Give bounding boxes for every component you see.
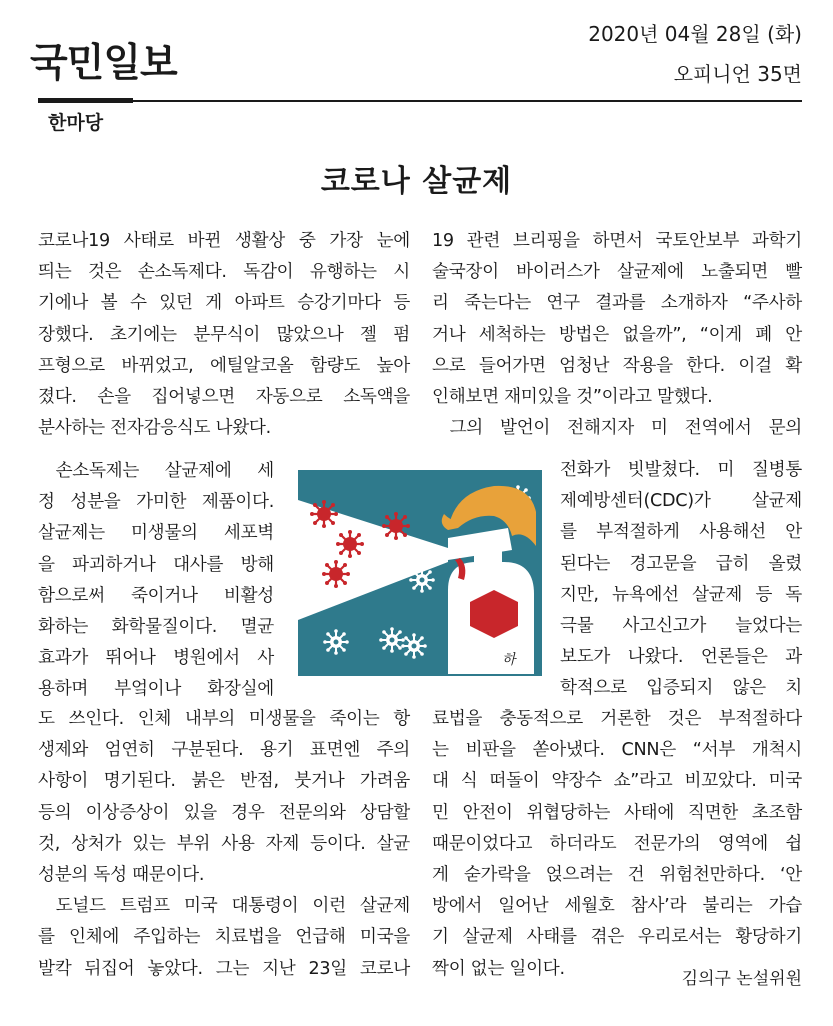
text-line: 으로 들어가면 엄청난 작용을 한다. 이걸 확 [432, 355, 802, 376]
text-line: 료법을 충동적으로 거론한 것은 부적절하다 [432, 709, 802, 729]
text-line: 코로나19 사태로 바뀐 생활상 중 가장 눈에 [38, 231, 410, 251]
text-line: 함으로써 죽이거나 비활성 [38, 585, 274, 606]
publication-date: 2020년 04월 28일 (화) [588, 22, 802, 46]
text-line: 등의 이상증상이 있을 경우 전문의와 상담할 [38, 802, 410, 823]
text-line: 게 숟가락을 얹으려는 건 위험천만하다. ‘안 [432, 865, 802, 886]
text-line: 화하는 화학물질이다. 멸균 [38, 617, 274, 638]
text-line: 극물 사고신고가 늘었다는 [560, 616, 802, 637]
article-column-2-top [432, 226, 802, 444]
text-line: 그의 발언이 전해지자 미 전역에서 문의 [449, 418, 802, 439]
column-section-label: 한마당 [48, 112, 104, 134]
text-line: 때문이었다고 하더라도 전문가의 영역에 쉽 [432, 833, 802, 854]
page-section: 오피니언 35면 [673, 62, 802, 86]
text-line: 효과가 뛰어나 병원에서 사 [38, 648, 274, 669]
article-column-1-bottom [38, 704, 410, 985]
text-line: 프형으로 바뀌었고, 에틸알코올 함량도 높아 [38, 355, 410, 376]
text-line: 지만, 뉴욕에선 살균제 등 독 [560, 584, 802, 605]
text-line: 대 식 떠돌이 약장수 쇼”라고 비꼬았다. 미국 [432, 771, 802, 792]
text-line: 거나 세척하는 방법은 없을까”, “이게 폐 안 [432, 324, 802, 345]
text-line: 을 파괴하거나 대사를 방해 [38, 554, 274, 575]
text-line: 기 살균제 사태를 겪은 우리로서는 황당하기 [432, 927, 802, 948]
text-line: 학적으로 입증되지 않은 치 [560, 678, 802, 699]
text-line: 것, 상처가 있는 부위 사용 자제 등이다. 살균 [38, 833, 410, 854]
text-line: 생제와 엄연히 구분된다. 용기 표면엔 주의 [38, 740, 410, 761]
text-line: 19 관련 브리핑을 하면서 국토안보부 과학기 [432, 231, 802, 251]
text-line: 인해보면 재미있을 것”이라고 말했다. [432, 387, 713, 408]
text-line: 띄는 것은 손소독제다. 독감이 유행하는 시 [38, 262, 410, 283]
article-column-1-top [38, 226, 410, 444]
text-line: 된다는 경고문을 급히 올렸 [560, 553, 802, 574]
text-line: 짝이 없는 일이다. [432, 958, 565, 979]
article-column-2-bottom [432, 704, 802, 985]
text-line: 기에나 볼 수 있던 게 아파트 승강기마다 등 [38, 293, 410, 314]
text-line: 방에서 일어난 세월호 참사’라 불리는 가습 [432, 896, 802, 917]
text-line: 분사하는 전자감응식도 나왔다. [38, 418, 271, 439]
text-line: 도 쓰인다. 인체 내부의 미생물을 죽이는 항 [38, 709, 410, 729]
article-title: 코로나 살균제 [320, 164, 513, 199]
text-line: 장했다. 초기에는 분무식이 많았으나 젤 펌 [38, 324, 410, 345]
byline: 김의구 논설위원 [681, 969, 802, 989]
text-line: 손소독제는 살균제에 세 [55, 461, 274, 481]
article-column-1-wrap [38, 456, 274, 706]
newspaper-logo: 국민일보 [30, 41, 177, 86]
text-line: 전화가 빗발쳤다. 미 질병통 [560, 460, 802, 480]
text-line: 도널드 트럼프 미국 대통령이 이런 살균제 [55, 896, 410, 917]
text-line: 사항이 명기된다. 붉은 반점, 붓거나 가려움 [38, 771, 410, 792]
text-line: 성분의 독성 때문이다. [38, 865, 205, 886]
text-line: 발칵 뒤집어 놓았다. 그는 지난 23일 코로나 [38, 958, 410, 979]
text-line: 를 인체에 주입하는 치료법을 언급해 미국을 [38, 927, 410, 948]
text-line: 는 비판을 쏟아냈다. CNN은 “서부 개척시 [432, 740, 802, 761]
text-line: 술국장이 바이러스가 살균제에 노출되면 빨 [432, 262, 802, 283]
text-line: 제예방센터(CDC)가 살균제 [560, 491, 802, 512]
text-line: 정 성분을 가미한 제품이다. [38, 492, 274, 513]
text-line: 보도가 나왔다. 언론들은 과 [560, 647, 802, 668]
text-line: 리 죽는다는 연구 결과를 소개하자 “주사하 [432, 293, 802, 314]
text-line: 졌다. 손을 집어넣으면 자동으로 소독액을 [38, 387, 410, 408]
spray-bottle-illustration [298, 470, 542, 676]
text-line: 를 부적절하게 사용해선 안 [560, 522, 802, 543]
header-rule [38, 100, 802, 102]
text-line: 살균제는 미생물의 세포벽 [38, 523, 274, 544]
text-line: 민 안전이 위협당하는 사태에 직면한 초조함 [432, 802, 802, 823]
article-column-2-wrap [560, 455, 802, 705]
text-line: 용하며 부엌이나 화장실에 [38, 679, 274, 700]
artist-signature: 하 [502, 652, 516, 668]
